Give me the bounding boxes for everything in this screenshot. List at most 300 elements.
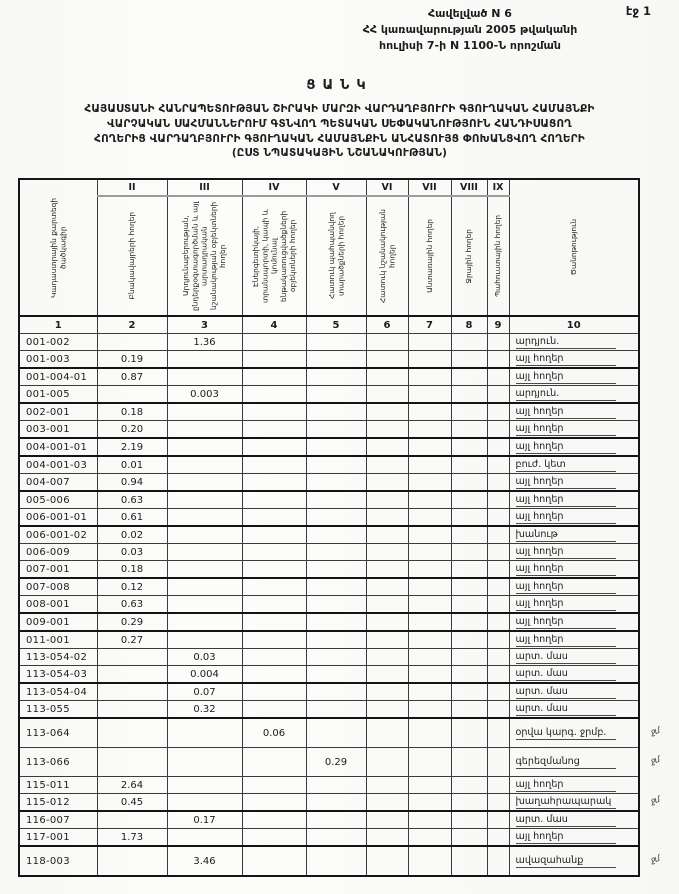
area-value-cell [487,794,509,812]
area-value-cell: 0.01 [97,456,167,474]
area-value-cell [167,777,242,794]
area-value-cell [451,561,487,579]
title-line-1: ՀԱՅԱՍՏԱՆԻ ՀԱՆՐԱՊԵՏՈՒԹՅԱՆ ՇԻՐԱԿԻ ՄԱՐԶԻ ՎԱՐԴԱՂԲՅՈՒՐԻ ԳՅՈՒՂԱԿԱՆ ՀԱՄԱՅՆՔԻ [84,103,595,115]
table-row [19,777,639,794]
area-value-cell [451,334,487,351]
area-value-cell [306,491,366,509]
area-value-cell [487,631,509,649]
area-value-cell [487,811,509,829]
land-category-table [18,178,661,877]
cadastral-code-cell: 113-066 [19,748,97,777]
area-value-cell [366,596,408,614]
area-value-cell [306,403,366,421]
note-cell [509,777,639,794]
area-value-cell [366,561,408,579]
area-value-cell [451,403,487,421]
area-value-cell [97,334,167,351]
area-value-cell [366,683,408,701]
area-value-cell [306,794,366,812]
area-value-cell [366,351,408,369]
area-value-cell [167,509,242,527]
cadastral-code-cell: 115-012 [19,794,97,812]
area-value-cell [487,386,509,404]
area-value-cell: 0.06 [242,718,306,748]
area-value-cell [487,351,509,369]
category-header-8 [451,196,487,316]
area-value-cell [366,509,408,527]
area-value-cell [487,748,509,777]
area-value-cell [451,811,487,829]
area-value-cell [97,386,167,404]
note-cell [509,438,639,456]
table-row [19,351,639,369]
area-value-cell [408,596,451,614]
cadastral-code-cell: 113-055 [19,701,97,719]
appendix-line: Հավելված N 6 [428,7,512,20]
category-header-3 [167,196,242,316]
column-number-2: 2 [97,316,167,334]
area-value-cell [451,491,487,509]
area-value-cell [487,544,509,561]
area-value-cell [242,526,306,544]
table-row [19,526,639,544]
roman-numeral-II: II [97,179,167,196]
area-value-cell: 0.18 [97,561,167,579]
area-value-cell [306,578,366,596]
area-value-cell [451,421,487,439]
area-value-cell [306,631,366,649]
roman-numeral-V: V [306,179,366,196]
area-value-cell [242,683,306,701]
area-value-cell [242,491,306,509]
area-value-cell: 0.45 [97,794,167,812]
area-value-cell: 0.61 [97,509,167,527]
table-row [19,718,639,748]
category-header-2 [97,196,167,316]
area-value-cell [408,777,451,794]
area-value-cell [451,748,487,777]
note-cell [509,421,639,439]
table-row [19,631,639,649]
table-row [19,368,639,386]
area-value-cell [408,701,451,719]
cadastral-code-cell: 006-001-01 [19,509,97,527]
area-value-cell [451,701,487,719]
area-value-cell [167,438,242,456]
area-value-cell [487,368,509,386]
area-value-cell [366,334,408,351]
area-value-cell [242,596,306,614]
area-value-cell: 0.004 [167,666,242,684]
header-row-roman [19,179,639,196]
area-value-cell: 0.32 [167,701,242,719]
area-value-cell [242,794,306,812]
area-value-cell [306,561,366,579]
note-cell [509,526,639,544]
cadastral-code-cell: 007-008 [19,578,97,596]
area-value-cell [242,578,306,596]
area-value-cell [167,474,242,492]
area-value-cell [167,613,242,631]
cadastral-code-cell: 001-004-01 [19,368,97,386]
note-text: արդյուն. [516,388,616,401]
area-value-cell [97,811,167,829]
area-value-cell [408,631,451,649]
category-header-text: Հատուկ պահպանվող տարածքների հողեր [326,212,345,300]
note-text: այլ հողեր [516,563,616,576]
area-value-cell [167,578,242,596]
area-value-cell [408,351,451,369]
area-value-cell [242,811,306,829]
area-value-cell [408,368,451,386]
area-value-cell: 0.02 [97,526,167,544]
area-value-cell [408,683,451,701]
note-cell [509,456,639,474]
area-value-cell [167,491,242,509]
note-text: այլ հողեր [516,353,616,366]
cadastral-code-cell: 001-002 [19,334,97,351]
area-value-cell [242,777,306,794]
area-value-cell [167,748,242,777]
area-value-cell [451,683,487,701]
area-value-cell [97,846,167,876]
note-cell [509,683,639,701]
area-value-cell [408,794,451,812]
cadastral-code-cell: 004-001-01 [19,438,97,456]
area-value-cell [366,701,408,719]
note-text: այլ հողեր [516,511,616,524]
area-value-cell [451,718,487,748]
area-value-cell [487,683,509,701]
area-value-cell [408,526,451,544]
note-text: խաղահրապարակ [516,796,616,809]
cadastral-code-cell: 011-001 [19,631,97,649]
category-header-9 [487,196,509,316]
area-value-cell [306,474,366,492]
column-number-3: 3 [167,316,242,334]
note-cell [509,649,639,666]
roman-numeral-VII: VII [408,179,451,196]
area-value-cell [451,613,487,631]
note-cell [509,509,639,527]
area-value-cell [242,829,306,847]
note-text: ավազահանք [516,855,616,868]
area-value-cell [242,368,306,386]
column-number-6: 6 [366,316,408,334]
area-value-cell [408,578,451,596]
area-value-cell [97,701,167,719]
area-value-cell: 0.63 [97,596,167,614]
area-value-cell [408,846,451,876]
area-value-cell [97,649,167,666]
area-value-cell [97,748,167,777]
area-value-cell [487,666,509,684]
area-value-cell [451,474,487,492]
cadastral-code-cell: 003-001 [19,421,97,439]
roman-numeral-IV: IV [242,179,306,196]
area-value-cell [167,561,242,579]
area-value-cell [242,474,306,492]
area-value-cell [366,403,408,421]
area-value-cell [487,421,509,439]
column-number-8: 8 [451,316,487,334]
area-value-cell [167,794,242,812]
category-header-7 [408,196,451,316]
handwritten-initials-mark: ջմ [649,854,661,866]
area-value-cell [306,334,366,351]
table-row [19,794,639,812]
category-header-text: Պահուստային հողեր [493,215,503,297]
column-number-1: 1 [19,316,97,334]
area-value-cell [451,578,487,596]
area-value-cell [242,509,306,527]
area-value-cell [306,351,366,369]
note-cell [509,596,639,614]
decision-date-line: հուլիսի 7-ի N 1100-Ն որոշման [379,38,561,52]
area-value-cell [408,403,451,421]
area-value-cell [366,544,408,561]
area-value-cell [366,613,408,631]
table-header [19,179,639,334]
area-value-cell [408,491,451,509]
area-value-cell [487,777,509,794]
note-cell [509,351,639,369]
cadastral-code-cell: 113-054-02 [19,649,97,666]
note-text: օրվա կարգ. ջրմբ. [516,727,616,740]
table-row [19,613,639,631]
area-value-cell [242,438,306,456]
area-value-cell: 0.07 [167,683,242,701]
title-line-3: ՀՈՂԵՐԻՑ ՎԱՐԴԱՂԲՅՈՒՐԻ ԳՅՈՒՂԱԿԱՆ ՀԱՄԱՅՆՔԻՆ ԱՆՀԱՏՈՒՅՑ ՓՈԽԱՆՑՎՈՂ ՀՈՂԵՐԻ [94,132,585,145]
area-value-cell [242,351,306,369]
table-row [19,649,639,666]
note-cell [509,613,639,631]
note-cell [509,561,639,579]
area-value-cell [306,649,366,666]
note-cell [509,544,639,561]
note-text: այլ հողեր [516,476,616,489]
area-value-cell [306,368,366,386]
cadastral-code-cell: 118-003 [19,846,97,876]
area-value-cell [306,777,366,794]
note-cell [509,368,639,386]
note-text: արտ. մաս [516,651,616,664]
appendix-header [285,6,655,54]
area-value-cell [408,649,451,666]
area-value-cell: 0.63 [97,491,167,509]
category-header-text: Հատուկ նշանակության հողեր [377,209,396,303]
area-value-cell [408,829,451,847]
area-value-cell [408,748,451,777]
area-value-cell [306,701,366,719]
area-value-cell: 0.18 [97,403,167,421]
area-value-cell [408,718,451,748]
area-value-cell [306,456,366,474]
area-value-cell: 1.73 [97,829,167,847]
area-value-cell [487,509,509,527]
table-row [19,666,639,684]
cadastral-code-cell: 113-054-04 [19,683,97,701]
note-cell [509,718,661,748]
cadastral-code-cell: 113-064 [19,718,97,748]
area-value-cell: 0.29 [306,748,366,777]
page-number-label: էջ 1 [625,4,651,18]
cadastral-code-cell: 116-007 [19,811,97,829]
area-value-cell [366,811,408,829]
column-number-10: 10 [509,316,639,334]
area-value-cell: 2.19 [97,438,167,456]
area-value-cell [306,544,366,561]
note-header-text: Ծանոթություն [569,219,579,276]
area-value-cell [487,526,509,544]
area-value-cell [451,526,487,544]
area-value-cell [167,718,242,748]
area-value-cell [408,544,451,561]
area-value-cell [242,701,306,719]
area-value-cell [408,811,451,829]
area-value-cell [242,631,306,649]
note-text: այլ հողեր [516,406,616,419]
area-value-cell [167,596,242,614]
cadastral-code-cell: 006-009 [19,544,97,561]
area-value-cell [366,748,408,777]
cadastral-code-cell: 115-011 [19,777,97,794]
table-body [19,334,661,877]
area-value-cell [408,421,451,439]
table-row [19,334,639,351]
document-title [10,78,669,161]
area-value-cell [306,386,366,404]
area-value-cell [366,718,408,748]
table-row [19,596,639,614]
column-number-7: 7 [408,316,451,334]
area-value-cell [167,526,242,544]
area-value-cell [451,544,487,561]
handwritten-initials-mark: ջմ [649,726,661,738]
note-cell [509,474,639,492]
area-value-cell [306,718,366,748]
area-value-cell [306,666,366,684]
area-value-cell [242,613,306,631]
area-value-cell: 2.64 [97,777,167,794]
table-row [19,491,639,509]
category-header-text: Անտառային հողեր [424,219,434,293]
roman-numeral-IX: IX [487,179,509,196]
area-value-cell [167,544,242,561]
table-row [19,474,639,492]
area-value-cell [242,334,306,351]
note-text: արտ. մաս [516,668,616,681]
title-line-4: (ԸՍՏ ՆՊԱՏԱԿԱՅԻՆ ՆՇԱՆԱԿՈՒԹՅԱՆ) [231,147,448,160]
area-value-cell [451,649,487,666]
area-value-cell [487,718,509,748]
table-row [19,811,639,829]
column-number-5: 5 [306,316,366,334]
area-value-cell [366,829,408,847]
note-text: բուժ. կետ [516,459,616,472]
area-value-cell [366,794,408,812]
note-cell [509,386,639,404]
area-value-cell [242,386,306,404]
area-value-cell [366,474,408,492]
area-value-cell [408,438,451,456]
note-text: այլ հողեր [516,831,616,844]
area-value-cell: 0.12 [97,578,167,596]
column-number-4: 4 [242,316,306,334]
area-value-cell [408,456,451,474]
table-row [19,438,639,456]
note-text: այլ հողեր [516,441,616,454]
note-cell [509,578,639,596]
area-value-cell [167,631,242,649]
cadastral-code-cell: 004-007 [19,474,97,492]
table-row [19,509,639,527]
roman-numeral-VI: VI [366,179,408,196]
area-value-cell [366,666,408,684]
area-value-cell [366,421,408,439]
area-value-cell: 3.46 [167,846,242,876]
category-header-text: Էներգետիկայի, տրանսպորտի, կապի և կոմունալ ենթակառուցվածքների օբյեկտների հողեր [250,209,297,303]
area-value-cell [242,421,306,439]
area-value-cell [408,386,451,404]
area-value-cell [306,846,366,876]
area-value-cell [242,544,306,561]
area-value-cell [242,846,306,876]
government-decision-line: ՀՀ կառավարության 2005 թվականի [362,22,578,36]
table-row [19,544,639,561]
note-text: խանութ [516,529,616,542]
area-value-cell [408,666,451,684]
area-value-cell [487,596,509,614]
area-value-cell [487,578,509,596]
area-value-cell [451,794,487,812]
area-value-cell: 0.17 [167,811,242,829]
area-value-cell [306,811,366,829]
area-value-cell [408,613,451,631]
area-value-cell [167,829,242,847]
area-value-cell: 0.19 [97,351,167,369]
area-value-cell [306,683,366,701]
area-value-cell [242,649,306,666]
note-text: այլ հողեր [516,494,616,507]
area-value-cell [487,561,509,579]
note-text: այլ հողեր [516,423,616,436]
note-text: այլ հողեր [516,371,616,384]
area-value-cell [366,368,408,386]
note-column-header [509,179,639,316]
area-value-cell [306,613,366,631]
area-value-cell [487,649,509,666]
title-line-2: ՎԱՐՉԱԿԱՆ ՍԱՀՄԱՆՆԵՐՈՒՄ ԳՏՆՎՈՂ ՊԵՏԱԿԱՆ ՍԵՓԱԿԱՆՈՒԹՅՈՒՆ ՀԱՆԴԻՍԱՑՈՂ [107,117,572,130]
area-value-cell [487,701,509,719]
area-value-cell [242,748,306,777]
cadastral-code-column-header [19,179,97,316]
area-value-cell [167,368,242,386]
area-value-cell [306,829,366,847]
area-value-cell [408,509,451,527]
area-value-cell [451,666,487,684]
area-value-cell [487,456,509,474]
note-cell [509,491,639,509]
table-row [19,561,639,579]
land-table-wrapper [18,178,661,877]
area-value-cell [97,683,167,701]
area-value-cell [408,474,451,492]
roman-numeral-VIII: VIII [451,179,487,196]
cadastral-code-cell: 005-006 [19,491,97,509]
area-value-cell [366,438,408,456]
table-row [19,683,639,701]
